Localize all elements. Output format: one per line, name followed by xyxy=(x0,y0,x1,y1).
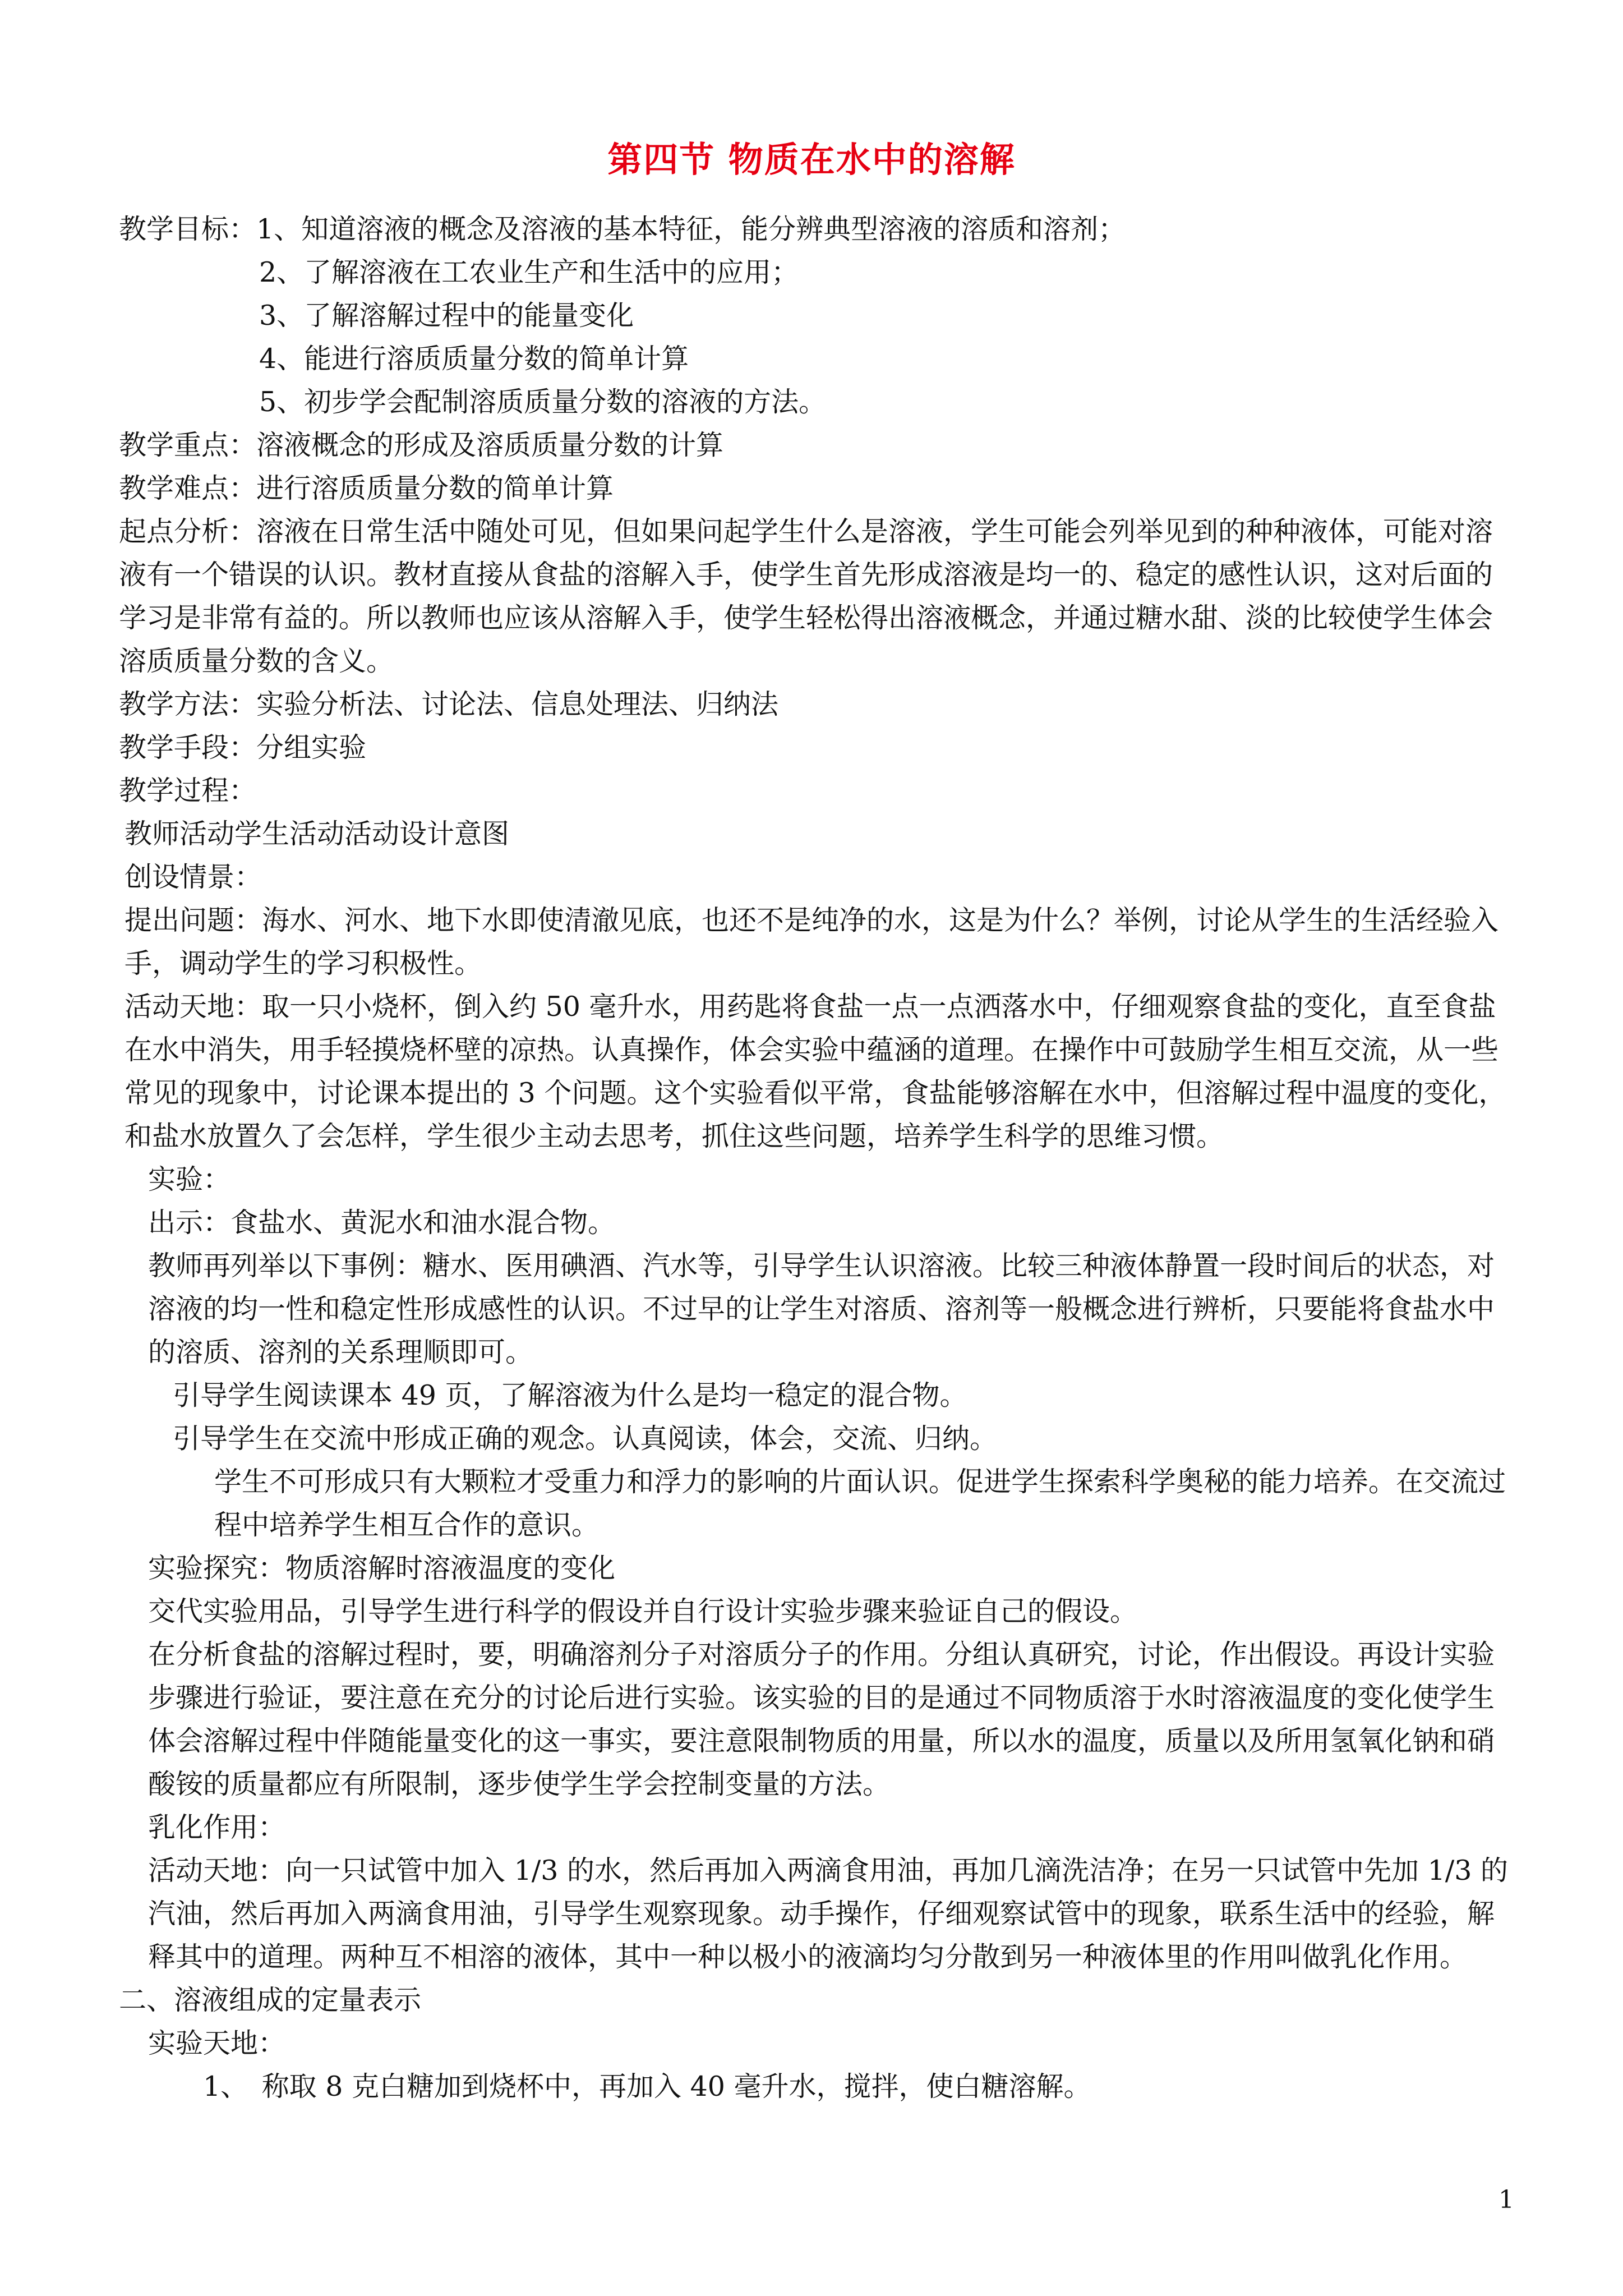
teaching-means: 教学手段：分组实验 xyxy=(119,731,367,763)
analysis-paragraph: 在分析食盐的溶解过程时，要，明确溶剂分子对溶质分子的作用。分组认真研究，讨论，作出假设。再设计实验步骤进行验证，要注意在充分的讨论后进行实验。该实验的目的是通过不同物质溶于水时溶液温度的变化使学生体会溶解过程中伴随能量变化的这一事实，要注意限制物质的用量，所以水的温度，质量以及所用氢氧化钠和硝酸铵的质量都应有所限制，逐步使学生学会控制变量的方法。 xyxy=(148,1639,1495,1800)
section-two-heading: 二、溶液组成的定量表示 xyxy=(119,1984,422,2016)
experiment-heading: 实验： xyxy=(148,1163,231,1195)
exploration-heading: 实验探究：物质溶解时溶液温度的变化 xyxy=(148,1552,616,1584)
scenario-heading: 创设情景： xyxy=(125,861,262,893)
show-mixtures-paragraph: 出示：食盐水、黄泥水和油水混合物。 xyxy=(148,1207,616,1239)
raise-question-paragraph: 提出问题：海水、河水、地下水即使清澈见底，也还不是纯净的水，这是为什么？举例，讨论从学生的生活经验入手，调动学生的学习积极性。 xyxy=(125,904,1499,979)
emulsification-heading: 乳化作用： xyxy=(148,1811,286,1843)
teaching-goal-4: 4、能进行溶质质量分数的简单计算 xyxy=(259,343,689,375)
list-item: 1、 称取 8 克白糖加到烧杯中，再加入 40 毫升水，搅拌，使白糖溶解。 xyxy=(203,2070,1091,2102)
teaching-process-heading: 教学过程： xyxy=(119,775,257,807)
starting-point-analysis: 起点分析：溶液在日常生活中随处可见，但如果问起学生什么是溶液，学生可能会列举见到的种种液体，可能对溶液有一个错误的认识。教材直接从食盐的溶解入手，使学生首先形成溶液是均一的、稳定的感性认识，这对后面的学习是非常有益的。所以教师也应该从溶解入手，使学生轻松得出溶液概念，并通过糖水甜、淡的比较使学生体会溶质质量分数的含义。 xyxy=(119,516,1493,677)
teaching-goal-5: 5、初步学会配制溶质质量分数的溶液的方法。 xyxy=(259,386,827,418)
reading-guide-paragraph: 引导学生阅读课本 49 页，了解溶液为什么是均一稳定的混合物。 xyxy=(173,1379,967,1411)
page-title: 第四节 物质在水中的溶解 xyxy=(607,139,1016,180)
materials-paragraph: 交代实验用品，引导学生进行科学的假设并自行设计实验步骤来验证自己的假设。 xyxy=(148,1595,1138,1627)
teaching-difficulties: 教学难点：进行溶质质量分数的简单计算 xyxy=(119,472,614,504)
document-body xyxy=(119,208,1513,2108)
teaching-goal-2: 2、了解溶液在工农业生产和生活中的应用； xyxy=(259,256,799,288)
activity-table-header: 教师活动学生活动活动设计意图 xyxy=(125,818,510,850)
teaching-goal-3: 3、了解溶解过程中的能量变化 xyxy=(259,300,634,332)
page-number: 1 xyxy=(1498,2185,1514,2214)
exchange-guide-paragraph: 引导学生在交流中形成正确的观念。认真阅读，体会，交流、归纳。 xyxy=(173,1423,998,1455)
teaching-goals-heading: 教学目标：1、知道溶液的概念及溶液的基本特征，能分辨典型溶液的溶质和溶剂； xyxy=(119,213,1126,245)
misconception-paragraph: 学生不可形成只有大颗粒才受重力和浮力的影响的片面认识。促进学生探索科学奥秘的能力培养。在交流过程中培养学生相互合作的意识。 xyxy=(214,1466,1506,1541)
examples-paragraph: 教师再列举以下事例：糖水、医用碘酒、汽水等，引导学生认识溶液。比较三种液体静置一段时间后的状态，对溶液的均一性和稳定性形成感性的认识。不过早的让学生对溶质、溶剂等一般概念进行辨析，只要能将食盐水中的溶质、溶剂的关系理顺即可。 xyxy=(148,1250,1495,1368)
teaching-key-points: 教学重点：溶液概念的形成及溶质质量分数的计算 xyxy=(119,429,724,461)
activity-paragraph-1: 活动天地：取一只小烧杯，倒入约 50 毫升水，用药匙将食盐一点一点洒落水中，仔细观察食盐的变化，直至食盐在水中消失，用手轻摸烧杯壁的凉热。认真操作，体会实验中蕴涵的道理。在操作中可鼓励学生相互交流，从一些常见的现象中，讨论课本提出的 3 个问题。这个实验看似平常，食盐能够溶解在水中，但溶解过程中温度的变化，和盐水放置久了会怎样，学生很少主动去思考，抓住这些问题，培养学生科学的思维习惯。 xyxy=(125,991,1506,1152)
activity-paragraph-2: 活动天地：向一只试管中加入 1/3 的水，然后再加入两滴食用油，再加几滴洗洁净；在另一只试管中先加 1/3 的汽油，然后再加入两滴食用油，引导学生观察现象。动手操作，仔细观察试管中的现象，联系生活中的经验，解释其中的道理。两种互不相溶的液体，其中一种以极小的液滴均匀分散到另一种液体里的作用叫做乳化作用。 xyxy=(148,1855,1509,1973)
teaching-methods: 教学方法：实验分析法、讨论法、信息处理法、归纳法 xyxy=(119,688,779,720)
experiment-world-heading: 实验天地： xyxy=(148,2027,286,2059)
